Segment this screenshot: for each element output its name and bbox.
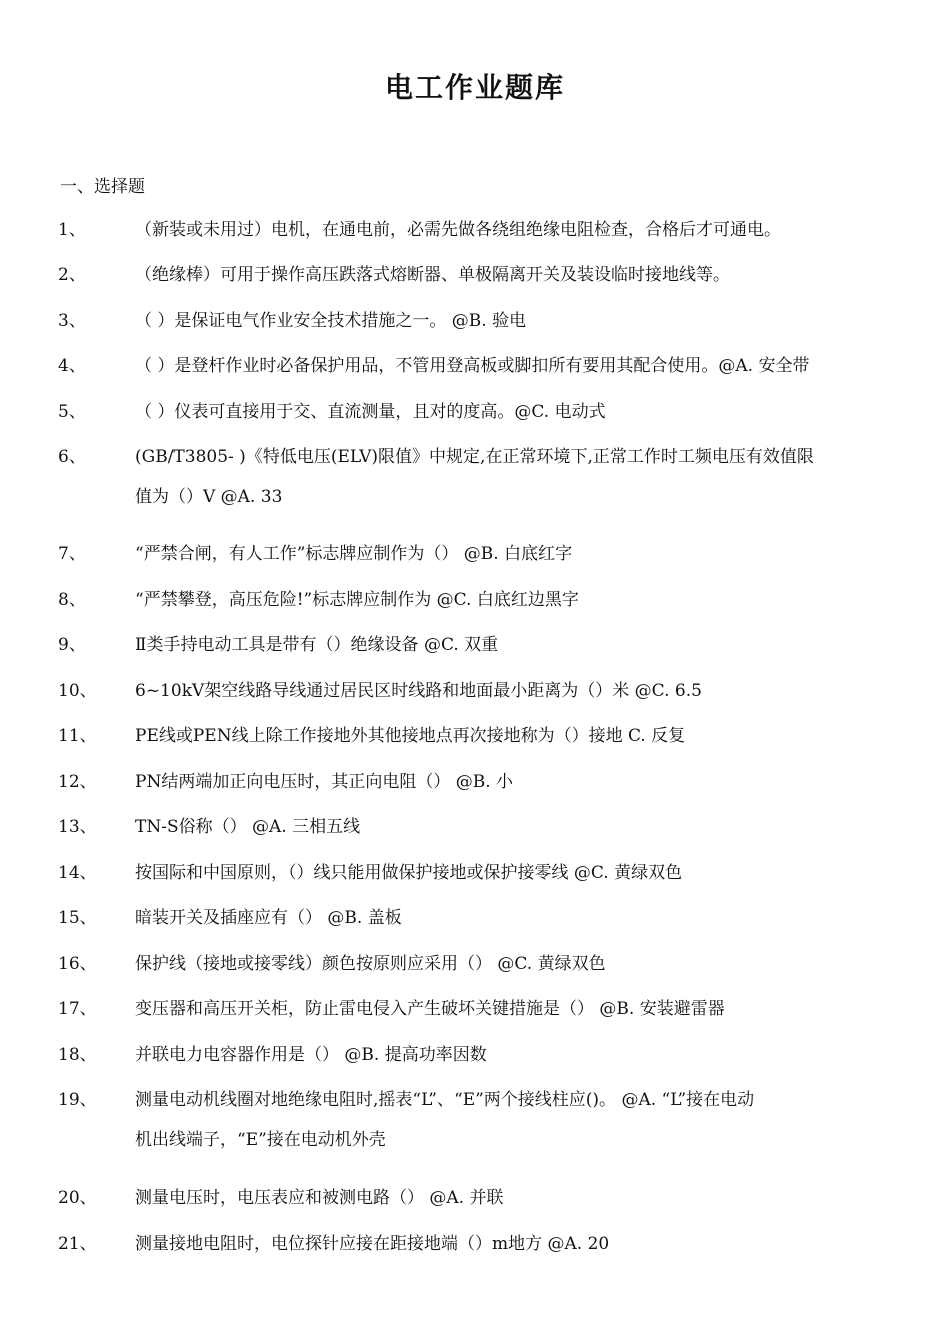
question-number: 19、 [58, 1090, 97, 1110]
question-number: 15、 [58, 908, 97, 928]
question-text: “严禁攀登，高压危险!”标志牌应制作为 @C. 白底红边黑字 [135, 590, 579, 610]
question-text: “严禁合闸，有人工作”标志牌应制作为（） @B. 白底红字 [135, 544, 573, 564]
page-title: 电工作业题库 [384, 71, 565, 104]
question-number: 6、 [58, 447, 86, 467]
question-text: （新装或未用过）电机，在通电前，必需先做各绕组绝缘电阻检查，合格后才可通电。 [135, 220, 781, 240]
question-text: 6~10kV架空线路导线通过居民区时线路和地面最小距离为（）米 @C. 6.5 [135, 681, 702, 701]
question-number: 8、 [58, 590, 86, 610]
question-number: 13、 [58, 817, 97, 837]
question-number: 5、 [58, 402, 86, 422]
question-number: 16、 [58, 954, 97, 974]
question-text: （绝缘棒）可用于操作高压跌落式熔断器、单极隔离开关及装设临时接地线等。 [135, 265, 730, 285]
question-text: 变压器和高压开关柜，防止雷电侵入产生破坏关键措施是（） @B. 安装避雷器 [135, 999, 725, 1019]
question-number: 20、 [58, 1188, 97, 1208]
question-text: 保护线（接地或接零线）颜色按原则应采用（） @C. 黄绿双色 [135, 954, 606, 974]
question-text: 测量电压时，电压表应和被测电路（） @A. 并联 [135, 1188, 504, 1208]
question-number: 9、 [58, 635, 86, 655]
question-number: 14、 [58, 863, 97, 883]
question-number: 21、 [58, 1234, 97, 1254]
question-text: TN-S俗称（） @A. 三相五线 [135, 817, 361, 837]
question-number: 11、 [58, 726, 97, 746]
question-number: 3、 [58, 311, 86, 331]
question-text: （ ）仪表可直接用于交、直流测量，且对的度高。@C. 电动式 [135, 402, 606, 422]
question-number: 1、 [58, 220, 86, 240]
question-number: 4、 [58, 356, 86, 376]
question-text: 按国际和中国原则，（）线只能用做保护接地或保护接零线 @C. 黄绿双色 [135, 863, 683, 883]
question-number: 10、 [58, 681, 97, 701]
question-number: 12、 [58, 772, 97, 792]
question-number: 2、 [58, 265, 86, 285]
question-number: 17、 [58, 999, 97, 1019]
question-text: Ⅱ类手持电动工具是带有（）绝缘设备 @C. 双重 [135, 635, 499, 655]
question-text: PN结两端加正向电压时，其正向电阻（） @B. 小 [135, 772, 514, 792]
question-number: 18、 [58, 1045, 97, 1065]
question-text-continued: 值为（）V @A. 33 [135, 487, 283, 507]
question-text: 暗装开关及插座应有（） @B. 盖板 [135, 908, 402, 928]
question-text-continued: 机出线端子，“E”接在电动机外壳 [135, 1130, 386, 1150]
question-text: PE线或PEN线上除工作接地外其他接地点再次接地称为（）接地 C. 反复 [135, 726, 686, 746]
question-text: (GB/T3805- )《特低电压(ELV)限值》中规定,在正常环境下,正常工作时工频电压有效值限 [135, 447, 814, 467]
question-text: 并联电力电容器作用是（） @B. 提高功率因数 [135, 1045, 487, 1065]
question-text: 测量接地电阻时，电位探针应接在距接地端（）m地方 @A. 20 [135, 1234, 610, 1254]
question-text: （ ）是保证电气作业安全技术措施之一。 @B. 验电 [135, 311, 527, 331]
section-heading: 一、选择题 [60, 177, 145, 197]
question-text: （ ）是登杆作业时必备保护用品，不管用登高板或脚扣所有要用其配合使用。@A. 安全带 [135, 356, 810, 376]
question-number: 7、 [58, 544, 86, 564]
question-text: 测量电动机线圈对地绝缘电阻时,摇表“L”、“E”两个接线柱应()。 @A. “L”接在电动 [135, 1090, 755, 1110]
